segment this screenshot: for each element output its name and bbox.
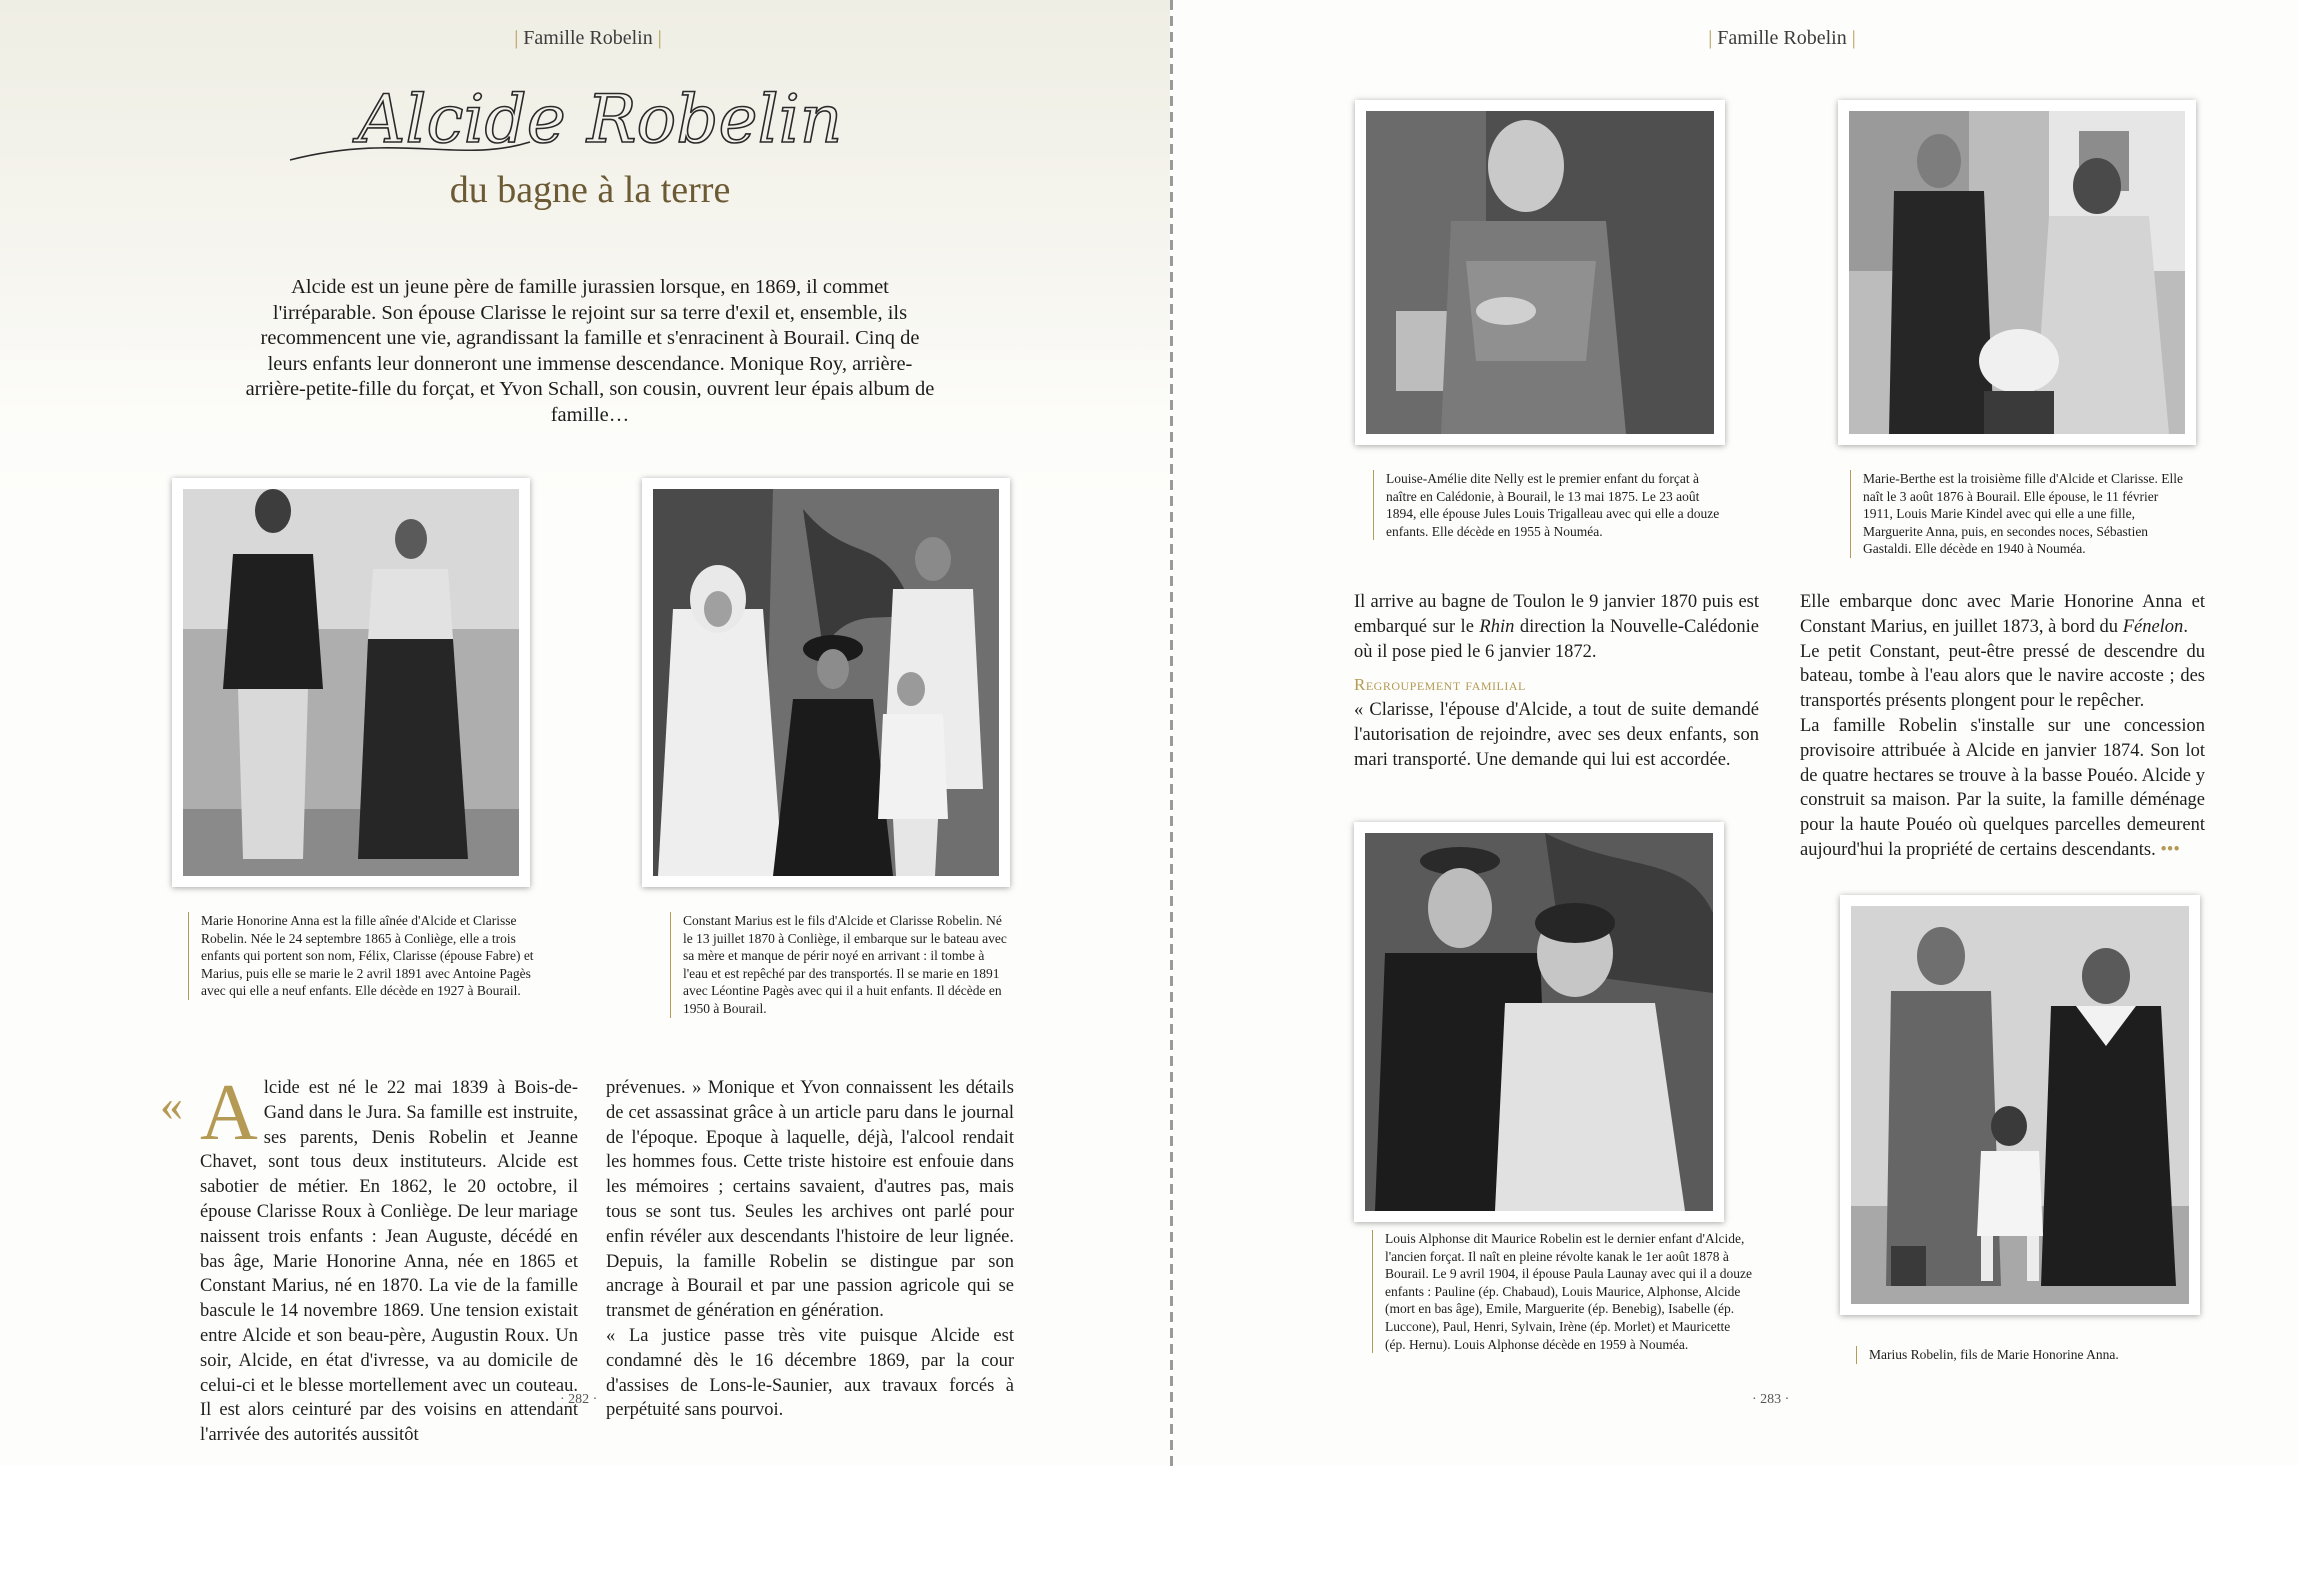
subtitle: du bagne à la terre [449,169,731,211]
photo-marie-honorine-couple [172,478,530,887]
photo-marius-robelin-family [1840,895,2200,1315]
caption-constant-marius: Constant Marius est le fils d'Alcide et Clarisse Robelin. Né le 13 juillet 1870 à Conliège, il embarque sur le bateau avec sa mère et manque de périr noyé en arrivant : il tombe à l'eau et est repêché par des transportés. Il se marie en 1891 avec Léontine Pagès avec qui il a huit enfants. Il décède en 1950 à Bourail. [670,912,1010,1018]
body-right-col2: Elle embarque donc avec Marie Honorine Anna et Constant Marius, en juillet 1873, à bord du Fénelon. Le petit Constant, peut-être pressé de descendre du bateau, tombe à l'eau alors que le navire accoste ; des transportés présents plongent pour le repêcher. La famille Robelin s'installe sur une concession provisoire attribuée à Alcide en janvier 1874. Son lot de quatre hectares se trouve à la basse Pouéo. Alcide y construit sa maison. Par la suite, la famille déménage pour la haute Pouéo où quelques parcelles demeurent aujourd'hui la propriété de certains descendants. ••• [1800,592,2205,860]
drop-cap: A [200,1069,258,1157]
intro-text: Alcide est un jeune père de famille jurassien lorsque, en 1869, il commet l'irréparable. Son épouse Clarisse le rejoint sur sa terre d'exil et, ensemble, ils recommencent une vie, agrandissant la famille et s'enracinent à Bourail. Cinq de leurs enfants leur donneront une immense descendance. Monique Roy, arrière-arrière-petite-fille du forçat, et Yvon Schall, son cousin, ouvrent leur épais album de famille… [245,276,935,426]
script-title [280,72,920,172]
photo-marie-berthe-couple [1838,100,2196,445]
caption-marie-berthe: Marie-Berthe est la troisième fille d'Alcide et Clarisse. Elle naît le 3 août 1876 à Bourail. Elle épouse, le 11 février 1911, Louis Marie Kindel avec qui elle a une fille, Marguerite Anna, puis, en secondes noces, Sébastien Gastaldi. Elle décède en 1940 à Nouméa. [1850,470,2190,558]
page-number-left: · 282 · [560,1392,598,1407]
body-left-col2: prévenues. » Monique et Yvon connaissent les détails de cet assassinat grâce à un article paru dans le journal de l'époque. Epoque à laquelle, déjà, l'alcool rendait les hommes fous. Cette triste histoire est enfouie dans les mémoires ; certains savaient, d'autres pas, mais tous se sont tus. Seules les archives ont parlé pour enfin révéler aux descendants l'histoire de leur lignée. Depuis, la famille Robelin se distingue par son ancrage à Bourail et par une passion agricole qui se transmet de génération en génération. « La justice passe très vite puisque Alcide est condamné dès le 16 décembre 1869, par la cour d'assises de Lons-le-Saunier, aux travaux forcés à perpétuité sans pourvoi. [606,1078,1014,1421]
photo-louis-alphonse-couple [1354,822,1724,1222]
running-head-left: | Famille Robelin | [514,27,662,49]
photo-louise-amelie [1355,100,1725,445]
page-gutter [1170,0,1173,1470]
photo-constant-marius-family [642,478,1010,887]
running-head-right: | Famille Robelin | [1708,27,1856,49]
opening-quote-mark: « [160,1079,183,1130]
section-subhead: Regroupement familial [1354,675,1526,695]
page-number-right: · 283 · [1752,1392,1790,1407]
body-left-col1: Alcide est né le 22 mai 1839 à Bois-de-Gand dans le Jura. Sa famille est instruite, ses parents, Denis Robelin et Jeanne Chavet, sont tous deux instituteurs. Alcide est sabotier de métier. En 1862, le 20 octobre, il épouse Clarisse Roux à Conliège. De leur mariage naissent trois enfants : Jean Auguste, décédé en bas âge, Marie Honorine Anna, née en 1865 et Constant Marius, né en 1870. La vie de la famille bascule le 14 novembre 1869. Une tension existait entre Alcide et son beau-père, Augustin Roux. Un soir, Alcide, en état d'ivresse, va au domicile de celui-ci et le blesse mortellement avec un couteau. Il est alors ceinturé par des voisins en attendant l'arrivée des autorités aussitôt [200,1069,578,1446]
continued-marker: ••• [2160,839,2180,860]
caption-louis-alphonse: Louis Alphonse dit Maurice Robelin est le dernier enfant d'Alcide, l'ancien forçat. Il naît en pleine révolte kanak le 1er août 1878 à Bourail. Le 9 avril 1904, il épouse Paula Launay avec qui il a douze enfants : Pauline (ép. Chabaud), Louis Maurice, Alphonse, Alcide (mort en bas âge), Emile, Marguerite (ép. Benebig), Isabelle (ép. Luccone), Paul, Henri, Sylvain, Irène (ép. Morlet) et Mauricette (ép. Hernu). Louis Alphonse décède en 1959 à Nouméa. [1372,1230,1752,1353]
script-title-text: Alcide Robelin [357,81,843,158]
body-right-col1: Il arrive au bagne de Toulon le 9 janvier 1870 puis est embarqué sur le Rhin direction la Nouvelle-Calédonie où il pose pied le 6 janvier 1872. Regroupement familial « Clarisse, l'épouse d'Alcide, a tout de suite demandé l'autorisation de rejoindre, avec ses deux enfants, son mari transporté. Une demande qui lui est accordée. [1354,592,1759,770]
caption-marie-honorine: Marie Honorine Anna est la fille aînée d'Alcide et Clarisse Robelin. Née le 24 septembre 1865 à Conliège, elle a trois enfants qui portent son nom, Félix, Clarisse (épouse Fabre) et Marius, puis elle se marie le 2 avril 1891 avec Antoine Pagès avec qui elle a neuf enfants. Elle décède en 1927 à Bourail. [188,912,538,1000]
caption-marius: Marius Robelin, fils de Marie Honorine Anna. [1856,1346,2176,1364]
caption-louise-amelie: Louise-Amélie dite Nelly est le premier enfant du forçat à naître en Calédonie, à Bourail, le 13 mai 1875. Le 23 août 1894, elle épouse Jules Louis Trigalleau avec qui elle a douze enfants. Elle décède en 1955 à Nouméa. [1373,470,1733,540]
